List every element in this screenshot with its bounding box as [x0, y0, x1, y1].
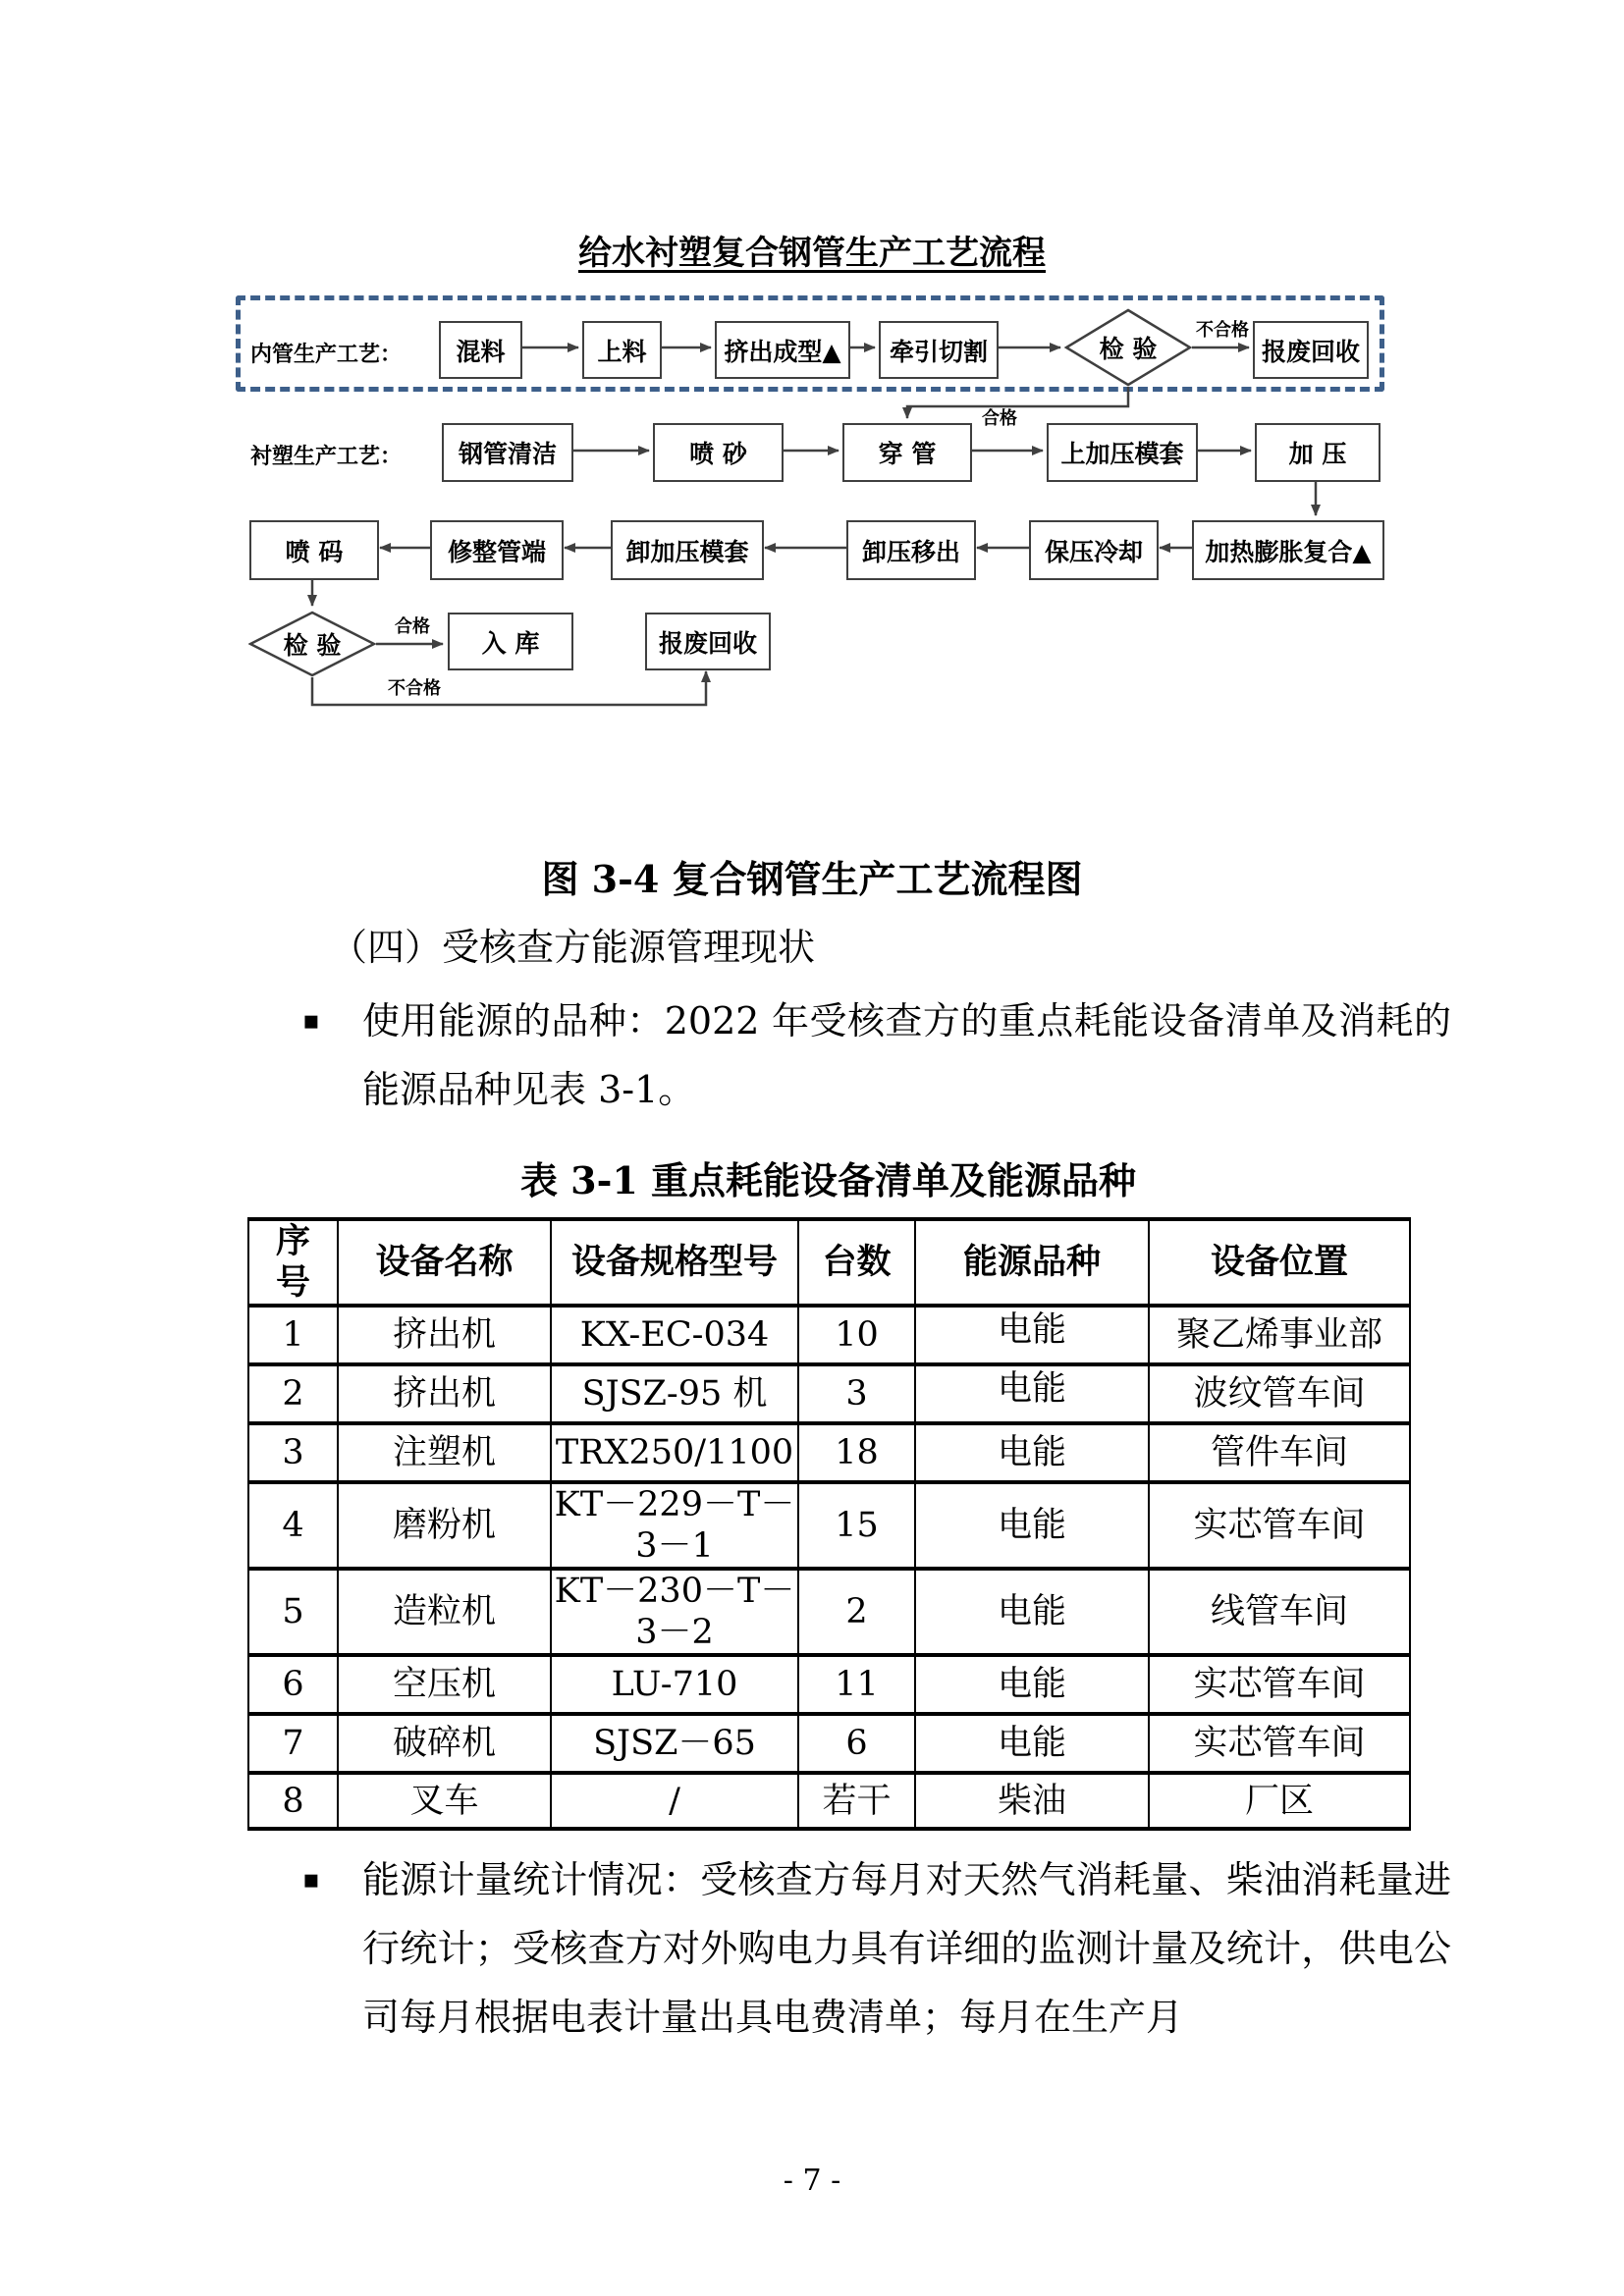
inner-process-row-label: 内管生产工艺： — [250, 342, 403, 367]
node-extrude: 挤出成型▲ — [715, 321, 850, 379]
table-row — [248, 1423, 1410, 1482]
table-row — [248, 1773, 1410, 1829]
table-cell: 2 — [798, 1569, 915, 1655]
table-cell: 破碎机 — [338, 1714, 551, 1773]
table-cell: 聚乙烯事业部 — [1149, 1306, 1410, 1364]
table-cell: 5 — [248, 1569, 338, 1655]
edge-label-fail-2: 不合格 — [388, 678, 441, 699]
table-cell: 注塑机 — [338, 1423, 551, 1482]
table-cell: 3 — [798, 1364, 915, 1423]
table-cell: 叉车 — [338, 1773, 551, 1829]
table-cell: 电能 — [915, 1306, 1149, 1364]
table-cell: 厂区 — [1149, 1773, 1410, 1829]
bullet-item-energy-types — [302, 987, 1451, 1124]
table-cell: KX-EC-034 — [551, 1306, 798, 1364]
table-cell: SJSZ-95 机 — [551, 1364, 798, 1423]
flowchart-connectors — [0, 0, 1624, 815]
table-row — [248, 1655, 1410, 1714]
table-row — [248, 1714, 1410, 1773]
node-thread-pipe: 穿 管 — [842, 423, 972, 482]
table-cell: 电能 — [915, 1714, 1149, 1773]
table-cell: 电能 — [915, 1364, 1149, 1423]
column-header: 设备规格型号 — [551, 1219, 798, 1306]
edge-label-pass-2: 合格 — [395, 616, 430, 637]
table-cell: 6 — [798, 1714, 915, 1773]
column-header: 序号 — [248, 1219, 338, 1306]
figure-caption: 图 3-4 复合钢管生产工艺流程图 — [541, 857, 1083, 901]
table-cell: 挤出机 — [338, 1306, 551, 1364]
column-header: 能源品种 — [915, 1219, 1149, 1306]
flowchart-title-text: 给水衬塑复合钢管生产工艺流程 — [578, 234, 1046, 273]
node-trim-end: 修整管端 — [430, 520, 564, 580]
lining-process-row-label: 衬塑生产工艺： — [250, 444, 403, 469]
table-cell: 实芯管车间 — [1149, 1655, 1410, 1714]
table-cell: 电能 — [915, 1569, 1149, 1655]
node-warehouse: 入 库 — [448, 613, 573, 670]
table-cell: 15 — [798, 1482, 915, 1569]
bullet-item-energy-metering — [302, 1845, 1451, 2052]
table-cell: 空压机 — [338, 1655, 551, 1714]
node-pipe-clean: 钢管清洁 — [442, 423, 573, 482]
node-release-remove: 卸压移出 — [846, 520, 976, 580]
table-cell: 若干 — [798, 1773, 915, 1829]
table-cell: 电能 — [915, 1482, 1149, 1569]
node-scrap-2: 报废回收 — [645, 613, 771, 670]
edge-label-pass-1: 合格 — [982, 408, 1017, 429]
table-cell: 电能 — [915, 1423, 1149, 1482]
table-cell: KT－229－T－3－1 — [551, 1482, 798, 1569]
node-feed: 上料 — [582, 321, 662, 379]
table-cell: 线管车间 — [1149, 1569, 1410, 1655]
table-cell: 造粒机 — [338, 1569, 551, 1655]
table-row — [248, 1482, 1410, 1569]
node-inspect-2-label: 检 验 — [283, 631, 342, 660]
table-cell: 7 — [248, 1714, 338, 1773]
table-cell: 波纹管车间 — [1149, 1364, 1410, 1423]
node-hold-cool: 保压冷却 — [1029, 520, 1159, 580]
table-row — [248, 1569, 1410, 1655]
node-heat-expand: 加热膨胀复合▲ — [1192, 520, 1384, 580]
table-cell: 挤出机 — [338, 1364, 551, 1423]
column-header: 设备位置 — [1149, 1219, 1410, 1306]
edge-label-fail-1: 不合格 — [1196, 320, 1249, 341]
table-title: 表 3-1 重点耗能设备清单及能源品种 — [519, 1158, 1137, 1202]
node-mount-mold: 上加压模套 — [1047, 423, 1198, 482]
table-cell: 8 — [248, 1773, 338, 1829]
page-number: - 7 - — [783, 2163, 841, 2198]
table-cell: 4 — [248, 1482, 338, 1569]
table-row — [248, 1306, 1410, 1364]
node-scrap-1: 报废回收 — [1253, 321, 1369, 379]
bullet-square-icon: ▪ — [302, 1006, 320, 1036]
table-cell: LU-710 — [551, 1655, 798, 1714]
table-cell: 柴油 — [915, 1773, 1149, 1829]
table-cell: KT－230－T－3－2 — [551, 1569, 798, 1655]
table-header-row — [248, 1219, 1410, 1306]
section-heading: （四）受核查方能源管理现状 — [330, 926, 816, 969]
table-cell: 实芯管车间 — [1149, 1714, 1410, 1773]
table-cell: 1 — [248, 1306, 338, 1364]
table-cell: 管件车间 — [1149, 1423, 1410, 1482]
node-inspect-1-label: 检 验 — [1099, 335, 1158, 363]
table-cell: SJSZ－65 — [551, 1714, 798, 1773]
table-cell: 电能 — [915, 1655, 1149, 1714]
table-cell: 10 — [798, 1306, 915, 1364]
node-inspect-1 — [1064, 308, 1192, 387]
table-cell: 11 — [798, 1655, 915, 1714]
node-mix: 混料 — [439, 321, 522, 379]
node-inspect-2 — [248, 611, 376, 677]
table-cell: 实芯管车间 — [1149, 1482, 1410, 1569]
bullet-square-icon: ▪ — [302, 1865, 320, 1895]
table-cell: 18 — [798, 1423, 915, 1482]
bullet-text: 能源计量统计情况：受核查方每月对天然气消耗量、柴油消耗量进行统计；受核查方对外购电力具有详细的监测计量及统计，供电公司每月根据电表计量出具电费清单；每月在生产月 — [362, 1858, 1451, 2039]
bullet-text: 使用能源的品种：2022 年受核查方的重点耗能设备清单及消耗的能源品种见表 3-1。 — [362, 999, 1451, 1111]
node-unmount-mold: 卸加压模套 — [611, 520, 764, 580]
table-cell: 6 — [248, 1655, 338, 1714]
node-pressurize: 加 压 — [1255, 423, 1380, 482]
equipment-table — [247, 1217, 1411, 1831]
column-header: 台数 — [798, 1219, 915, 1306]
table-cell: 3 — [248, 1423, 338, 1482]
table-cell: / — [551, 1773, 798, 1829]
column-header: 设备名称 — [338, 1219, 551, 1306]
table-cell: TRX250/1100 — [551, 1423, 798, 1482]
node-pull-cut: 牵引切割 — [879, 321, 999, 379]
node-spray-code: 喷 码 — [249, 520, 379, 580]
node-sand-blast: 喷 砂 — [653, 423, 784, 482]
table-cell: 磨粉机 — [338, 1482, 551, 1569]
table-cell: 2 — [248, 1364, 338, 1423]
table-row — [248, 1364, 1410, 1423]
